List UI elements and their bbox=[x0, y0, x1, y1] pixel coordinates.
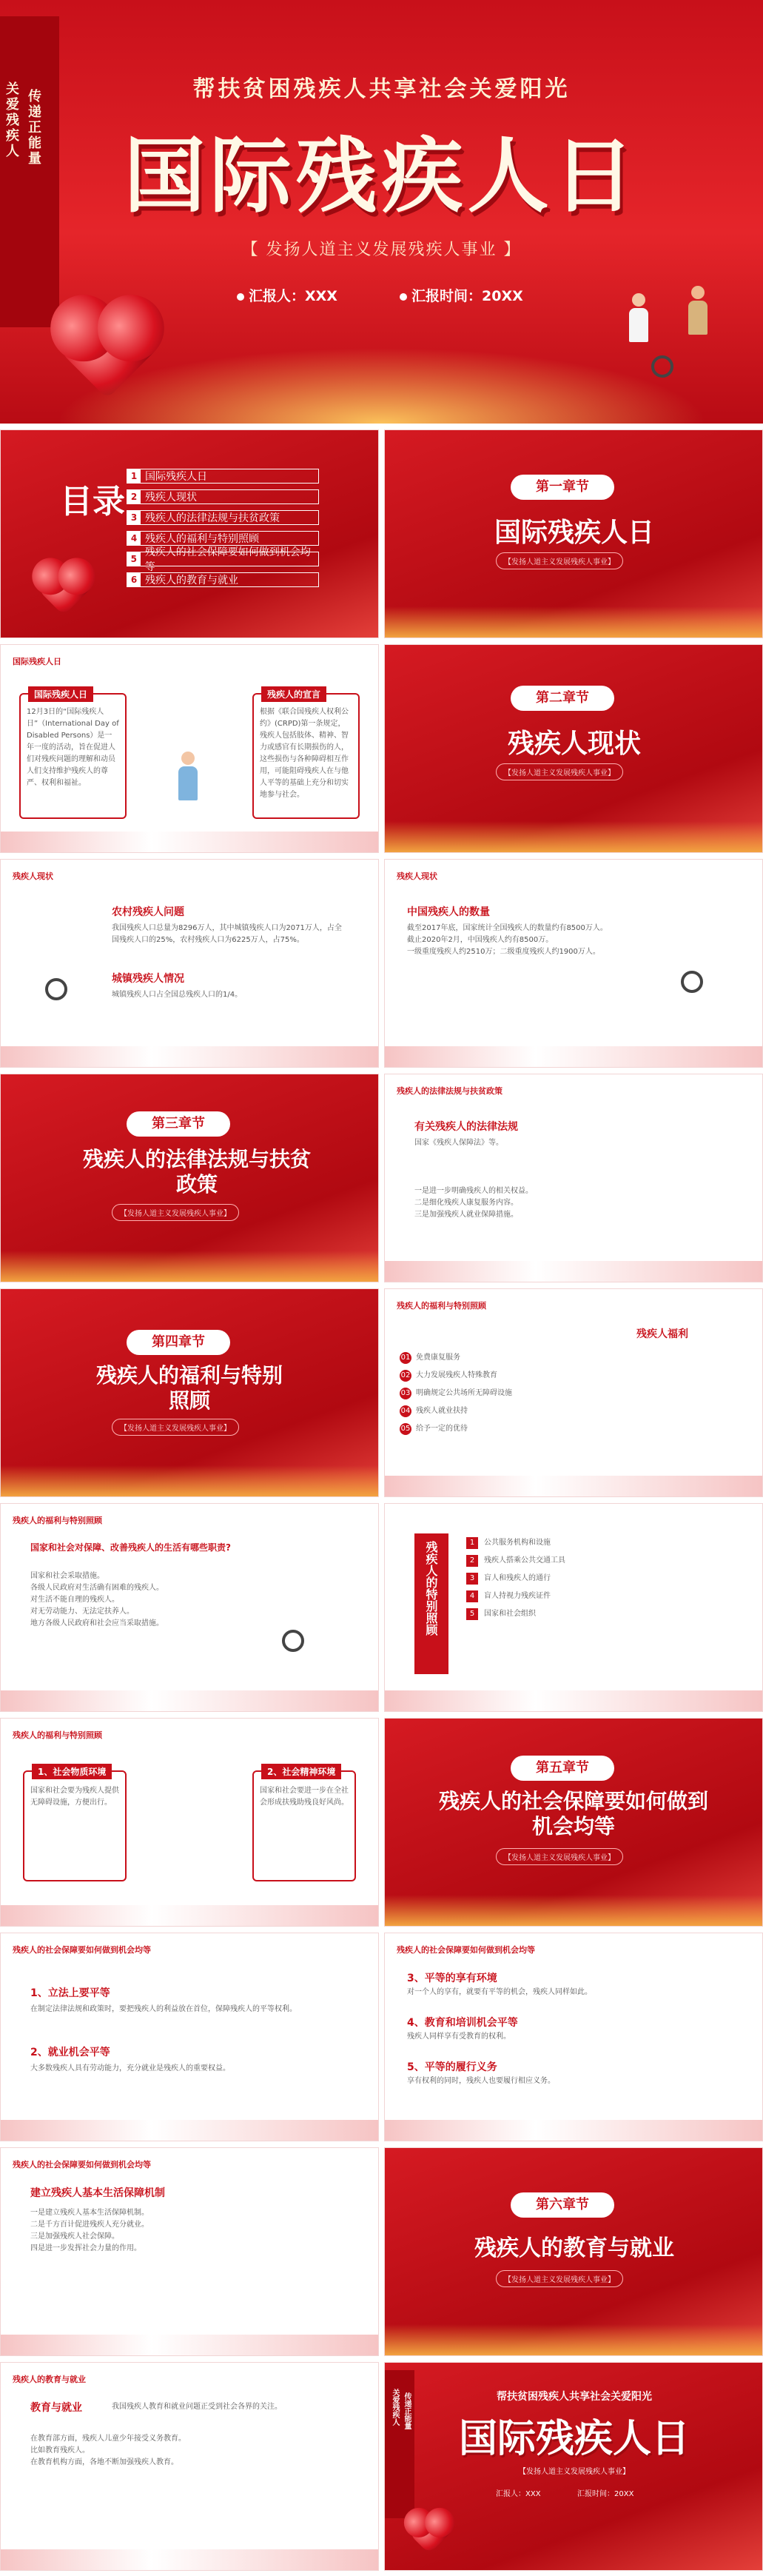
cover-slide bbox=[0, 0, 763, 424]
ending-slide bbox=[384, 2362, 763, 2571]
list-item: 一级重度残疾人约2510万；二级重度残疾人约1900万人。 bbox=[407, 948, 600, 956]
chapter-slogan: 【发扬人道主义发展残疾人事业】 bbox=[496, 2270, 623, 2287]
numbered-list bbox=[400, 1352, 747, 1441]
info-box-text: 国家和社会要进一步在全社会形成扶残助残良好风尚。 bbox=[260, 1787, 349, 1807]
slide-footer-deco bbox=[385, 1261, 762, 1282]
info-box bbox=[19, 689, 127, 819]
list-item: 02 大力发展残疾人特殊教育 bbox=[400, 1370, 747, 1382]
slide-duties bbox=[0, 1503, 379, 1712]
list-item: 05 给予一定的优待 bbox=[400, 1423, 747, 1435]
slide-tag: 残疾人现状 bbox=[13, 872, 53, 881]
ending-vertical-right: 传递正能量 bbox=[403, 2392, 411, 2429]
chapter-title: 残疾人的教育与就业 bbox=[474, 2235, 674, 2261]
slide-footer-deco bbox=[385, 1046, 762, 1067]
chapter-2-slide bbox=[384, 644, 763, 853]
section-text: 我国残疾人教育和就业问题正受到社会各界的关注。 bbox=[112, 2403, 282, 2411]
section-heading: 城镇残疾人情况 bbox=[112, 973, 184, 985]
wheelchair-icon bbox=[651, 355, 673, 378]
slide-footer-deco bbox=[1, 2120, 378, 2141]
toc-list bbox=[127, 469, 319, 593]
city-skyline bbox=[1, 1251, 378, 1282]
toc-title: 目录 bbox=[60, 483, 125, 521]
list-item: 截止2020年2月，中国残疾人约有8500万。 bbox=[407, 936, 554, 944]
ending-subtitle: 帮扶贫困残疾人共享社会关爱阳光 bbox=[497, 2391, 652, 2403]
chapter-badge: 第四章节 bbox=[127, 1330, 230, 1355]
info-box-title: 2、社会精神环境 bbox=[261, 1764, 341, 1779]
slide-environment bbox=[0, 1718, 379, 1927]
list-item: 01 免费康复服务 bbox=[400, 1352, 747, 1364]
toc-item-6[interactable]: 6 残疾人的教育与就业 bbox=[127, 572, 319, 587]
chapter-1-slide bbox=[384, 429, 763, 638]
wheelchair-icon bbox=[282, 1630, 304, 1652]
section-heading: 4、教育和培训机会平等 bbox=[407, 2017, 518, 2029]
chapter-4-slide bbox=[0, 1288, 379, 1497]
list-item: 03 明确规定公共场所无障碍设施 bbox=[400, 1388, 747, 1399]
slide-footer-deco bbox=[1, 2549, 378, 2570]
info-box bbox=[23, 1767, 127, 1881]
toc-item-1[interactable]: 1 国际残疾人日 bbox=[127, 469, 319, 484]
ending-title: 国际残疾人日 bbox=[458, 2417, 690, 2461]
bullet-list bbox=[30, 2433, 215, 2469]
slide-footer-deco bbox=[385, 1690, 762, 1711]
slide-tag: 国际残疾人日 bbox=[13, 657, 61, 666]
chapter-badge: 第二章节 bbox=[511, 686, 614, 711]
chapter-slogan: 【发扬人道主义发展残疾人事业】 bbox=[496, 763, 623, 780]
chapter-title: 残疾人的福利与特别照顾 bbox=[95, 1363, 283, 1413]
chapter-badge: 第六章节 bbox=[511, 2192, 614, 2218]
ending-slogan: 【发扬人道主义发展残疾人事业】 bbox=[519, 2468, 630, 2476]
bullet-list bbox=[30, 2207, 356, 2255]
cover-reporter bbox=[237, 285, 337, 305]
slide-intro bbox=[0, 644, 379, 853]
section-heading: 残疾人福利 bbox=[636, 1328, 688, 1340]
info-box-text: 国家和社会要为残疾人提供无障碍设施，方便出行。 bbox=[30, 1787, 119, 1807]
slide-footer-deco bbox=[1, 1046, 378, 1067]
slide-equality-1 bbox=[0, 1933, 379, 2141]
chapter-6-slide bbox=[384, 2147, 763, 2356]
toc-item-3[interactable]: 3 残疾人的法律法规与扶贫政策 bbox=[127, 510, 319, 525]
bullet-list bbox=[30, 1570, 245, 1630]
chapter-slogan: 【发扬人道主义发展残疾人事业】 bbox=[112, 1419, 239, 1436]
list-item: 三是加强残疾人就业保障措施。 bbox=[414, 1211, 518, 1219]
info-box-text: 12月3日的“国际残疾人日”（International Day of Disabled Persons）是一年一度的活动，旨在促进人们对残疾问题的理解和动员人们支持维护残疾人的尊严、权利和福祉。 bbox=[27, 708, 119, 787]
section-text: 对一个人的享有，就要有平等的机会，残疾人同样如此。 bbox=[407, 1988, 592, 1996]
cover-vertical-right: 传递正能量 bbox=[26, 89, 41, 167]
slide-footer-deco bbox=[1, 1905, 378, 1926]
section-heading: 有关残疾人的法律法规 bbox=[414, 1121, 518, 1133]
slide-status bbox=[0, 859, 379, 1068]
list-item: 对生活不能自理的残疾人。 bbox=[30, 1596, 119, 1604]
cover-slogan: 【 发扬人道主义发展残疾人事业 】 bbox=[241, 241, 522, 259]
section-text: 国家《残疾人保障法》等。 bbox=[414, 1139, 503, 1147]
list-item: 在教育机构方面，各地不断加强残疾人教育。 bbox=[30, 2458, 178, 2466]
ending-time: 汇报时间：20XX bbox=[577, 2490, 634, 2498]
list-item: 5 国家和社会组织 bbox=[466, 1608, 747, 1620]
section-heading: 中国残疾人的数量 bbox=[407, 906, 490, 918]
slide-status-numbers bbox=[384, 859, 763, 1068]
cover-vertical-left: 关爱残疾人 bbox=[4, 81, 19, 159]
info-box-title: 残疾人的宣言 bbox=[261, 686, 326, 702]
chapter-3-slide bbox=[0, 1074, 379, 1282]
chapter-slogan: 【发扬人道主义发展残疾人事业】 bbox=[112, 1204, 239, 1221]
cover-subtitle: 帮扶贫困残疾人共享社会关爱阳光 bbox=[192, 76, 571, 102]
chapter-badge: 第五章节 bbox=[511, 1756, 614, 1781]
section-text: 城镇残疾人口占全国总残疾人口的1/4。 bbox=[112, 991, 243, 999]
toc-item-4[interactable]: 4 残疾人的福利与特别照顾 bbox=[127, 531, 319, 546]
city-skyline bbox=[385, 606, 762, 638]
cover-glow bbox=[0, 335, 763, 424]
ending-vertical-left: 关爱残疾人 bbox=[391, 2389, 399, 2426]
wheelchair-icon bbox=[681, 971, 703, 993]
list-item: 3 盲人和残疾人的通行 bbox=[466, 1573, 747, 1585]
slide-tag: 残疾人的福利与特别照顾 bbox=[13, 1730, 102, 1740]
section-heading: 农村残疾人问题 bbox=[112, 906, 184, 918]
time-text: 汇报时间：20XX bbox=[411, 288, 523, 304]
ending-reporter: 汇报人：XXX bbox=[496, 2490, 541, 2498]
section-text: 享有权利的同时，残疾人也要履行相应义务。 bbox=[407, 2077, 555, 2085]
list-item: 2 残疾人搭乘公共交通工具 bbox=[466, 1555, 747, 1567]
wheelchair-icon bbox=[45, 978, 67, 1000]
slide-tag: 残疾人现状 bbox=[397, 872, 437, 881]
slide-welfare bbox=[384, 1288, 763, 1497]
person-figure bbox=[629, 293, 648, 342]
side-title: 残疾人的特别照顾 bbox=[414, 1533, 448, 1674]
toc-item-2[interactable]: 2 残疾人现状 bbox=[127, 489, 319, 504]
list-item: 4 盲人持视力残疾证件 bbox=[466, 1590, 747, 1602]
list-item: 在教育部方面，残疾人儿童少年接受义务教育。 bbox=[30, 2435, 186, 2443]
list-item: 04 残疾人就业扶持 bbox=[400, 1405, 747, 1417]
list-item: 四是进一步发挥社会力量的作用。 bbox=[30, 2244, 141, 2252]
section-heading: 1、立法上要平等 bbox=[30, 1987, 110, 1999]
heart-icon bbox=[409, 2512, 451, 2555]
bullet-list bbox=[414, 1185, 599, 1221]
chapter-title: 残疾人的法律法规与扶贫政策 bbox=[82, 1147, 311, 1197]
list-item: 地方各级人民政府和社会应当采取措施。 bbox=[30, 1619, 164, 1627]
section-heading: 5、平等的履行义务 bbox=[407, 2061, 497, 2073]
bullet-list bbox=[407, 923, 629, 958]
person-figure bbox=[178, 752, 198, 800]
list-item: 比如教育残疾人。 bbox=[30, 2446, 90, 2455]
section-text: 残疾人同样享有受教育的权利。 bbox=[407, 2033, 511, 2041]
chapter-title: 残疾人的社会保障要如何做到机会均等 bbox=[438, 1789, 708, 1839]
city-skyline bbox=[385, 821, 762, 852]
city-skyline bbox=[385, 2324, 762, 2355]
chapter-5-slide bbox=[384, 1718, 763, 1927]
chapter-slogan: 【发扬人道主义发展残疾人事业】 bbox=[496, 552, 623, 569]
section-heading: 教育与就业 bbox=[30, 2402, 82, 2414]
cover-time bbox=[400, 285, 523, 305]
slide-education bbox=[0, 2362, 379, 2571]
chapter-badge: 第一章节 bbox=[511, 475, 614, 500]
list-item: 一是建立残疾人基本生活保障机制。 bbox=[30, 2209, 149, 2217]
slide-footer-deco bbox=[1, 832, 378, 852]
list-item: 各级人民政府对生活确有困难的残疾人。 bbox=[30, 1584, 164, 1592]
slide-tag: 残疾人的社会保障要如何做到机会均等 bbox=[13, 1945, 151, 1955]
city-skyline bbox=[385, 1895, 762, 1926]
slide-footer-deco bbox=[1, 1690, 378, 1711]
section-heading: 3、平等的享有环境 bbox=[407, 1973, 497, 1984]
chapter-badge: 第三章节 bbox=[127, 1111, 230, 1137]
slide-tag: 残疾人的社会保障要如何做到机会均等 bbox=[13, 2160, 151, 2169]
city-skyline bbox=[1, 1465, 378, 1496]
list-item: 二是千方百计促进残疾人充分就业。 bbox=[30, 2221, 149, 2229]
slide-tag: 残疾人的福利与特别照顾 bbox=[13, 1516, 102, 1525]
chapter-title: 残疾人现状 bbox=[507, 729, 641, 759]
slide-footer-deco bbox=[385, 2120, 762, 2141]
slide-footer-deco bbox=[1, 2335, 378, 2355]
chapter-title: 国际残疾人日 bbox=[494, 518, 654, 548]
info-box-title: 1、社会物质环境 bbox=[32, 1764, 112, 1779]
numbered-list bbox=[466, 1537, 747, 1626]
bullet-icon bbox=[400, 293, 407, 301]
slide-tag: 残疾人的法律法规与扶贫政策 bbox=[397, 1086, 502, 1096]
section-text: 我国残疾人口总量为8296万人，其中城镇残疾人口为2071万人，占全国残疾人口的25%，农村残疾人口为6225万人，占75%。 bbox=[112, 924, 342, 944]
info-box bbox=[252, 1767, 356, 1881]
toc-slide bbox=[0, 429, 379, 638]
person-figure bbox=[688, 286, 707, 335]
slide-tag: 残疾人的社会保障要如何做到机会均等 bbox=[397, 1945, 535, 1955]
list-item: 国家和社会采取措施。 bbox=[30, 1572, 104, 1580]
cover-title: 国际残疾人日 bbox=[124, 129, 639, 224]
slide-footer-deco bbox=[385, 1476, 762, 1496]
slide-special-care bbox=[384, 1503, 763, 1712]
reporter-text: 汇报人：XXX bbox=[249, 288, 337, 304]
list-item: 截至2017年底，国家统计全国残疾人的数量约有8500万人。 bbox=[407, 924, 608, 932]
list-item: 二是细化残疾人康复服务内容。 bbox=[414, 1199, 518, 1207]
heart-icon bbox=[38, 563, 90, 616]
section-text: 大多数残疾人具有劳动能力，充分就业是残疾人的重要权益。 bbox=[30, 2064, 230, 2072]
bullet-icon bbox=[237, 293, 244, 301]
toc-item-5[interactable]: 5 残疾人的社会保障要如何做到机会均等 bbox=[127, 552, 319, 566]
list-item: 1 公共服务机构和设施 bbox=[466, 1537, 747, 1549]
info-box-text: 根据《联合国残疾人权利公约》(CRPD)第一条规定，残疾人包括肢体、精神、智力或感官有长期损伤的人，这些损伤与各种障碍相互作用，可能阻碍残疾人在与他人平等的基础上充分和切实地参与社会。 bbox=[260, 708, 349, 799]
section-heading: 2、就业机会平等 bbox=[30, 2047, 110, 2058]
section-heading: 建立残疾人基本生活保障机制 bbox=[30, 2187, 165, 2199]
info-box bbox=[252, 689, 360, 819]
section-heading: 国家和社会对保障、改善残疾人的生活有哪些职责? bbox=[30, 1542, 231, 1553]
info-box-title: 国际残疾人日 bbox=[28, 686, 93, 702]
slide-laws bbox=[384, 1074, 763, 1282]
chapter-slogan: 【发扬人道主义发展残疾人事业】 bbox=[496, 1848, 623, 1865]
list-item: 三是加强残疾人社会保障。 bbox=[30, 2232, 119, 2241]
list-item: 对无劳动能力、无法定扶养人。 bbox=[30, 1608, 134, 1616]
section-text: 在制定法律法规和政策时，要把残疾人的利益放在首位，保障残疾人的平等权利。 bbox=[30, 2005, 297, 2013]
slide-equality-2 bbox=[384, 1933, 763, 2141]
slide-tag: 残疾人的福利与特别照顾 bbox=[397, 1301, 486, 1311]
slide-tag: 残疾人的教育与就业 bbox=[13, 2375, 86, 2384]
slide-mechanism bbox=[0, 2147, 379, 2356]
list-item: 一是进一步明确残疾人的相关权益。 bbox=[414, 1187, 533, 1195]
